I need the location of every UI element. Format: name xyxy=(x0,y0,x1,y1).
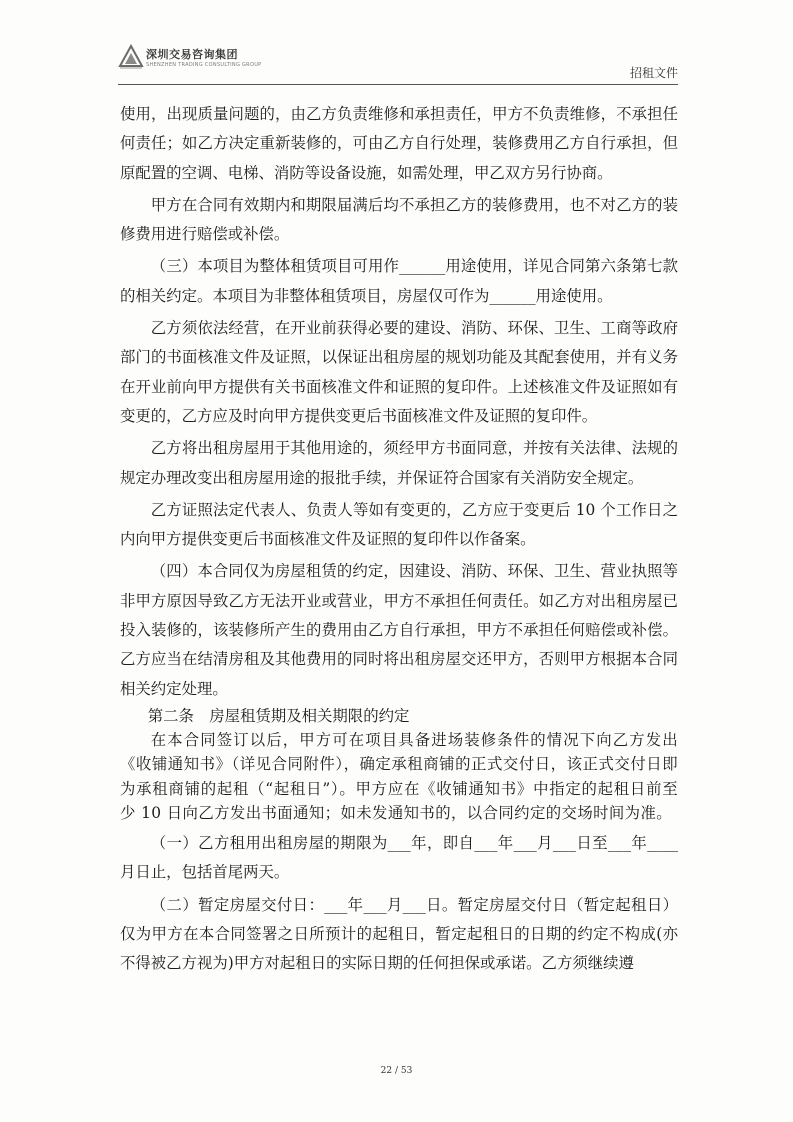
section-heading: 第二条 房屋租赁期及相关期限的约定 xyxy=(147,706,410,725)
clause-2: （二）暂定房屋交付日：___年___月___日。暂定房屋交付日（暂定起租日）仅为甲方在本合同签署之日所预计的起租日，暂定起租日的日期的约定不构成(亦不得被乙方视为)甲方对起租日的实际日期的任何担保或承诺。乙方须继续遵 xyxy=(120,895,678,973)
logo-mark-icon xyxy=(118,44,144,70)
paragraph-4: 乙方须依法经营，在开业前获得必要的建设、消防、环保、卫生、工商等政府部门的书面核准文件及证照，以保证出租房屋的规划功能及其配套使用，并有义务在开业前向甲方提供有关书面核准文件和证照的复印件。上述核准文件及证照如有变更的，乙方应及时向甲方提供变更后书面核准文件及证照的复印件。 xyxy=(120,319,678,425)
page-number: 22 / 53 xyxy=(380,1066,413,1076)
paragraph-2: 甲方在合同有效期内和期限届满后均不承担乙方的装修费用，也不对乙方的装修费用进行赔偿或补偿。 xyxy=(120,195,678,244)
paragraph-6: 乙方证照法定代表人、负责人等如有变更的，乙方应于变更后 10 个工作日之内向甲方提供变更后书面核准文件及证照的复印件以作备案。 xyxy=(120,500,678,549)
paragraph-7: （四）本合同仅为房屋租赁的约定，因建设、消防、环保、卫生、营业执照等非甲方原因导致乙方无法开业或营业，甲方不承担任何责任。如乙方对出租房屋已投入装修的，该装修所产生的费用由乙方自行承担，甲方不承担任何赔偿或补偿。乙方应当在结清房租及其他费用的同时将出租房屋交还甲方，否则甲方根据本合同相关约定处理。 xyxy=(120,562,678,698)
paragraph-1: 使用，出现质量问题的，由乙方负责维修和承担责任，甲方不负责维修，不承担任何责任；如乙方决定重新装修的，可由乙方自行处理，装修费用乙方自行承担，但原配置的空调、电梯、消防等设备设施，如需处理，甲乙双方另行协商。 xyxy=(120,105,678,182)
paragraph-3: （三）本项目为整体租赁项目可用作______用途使用，详见合同第六条第七款的相关约定。本项目为非整体租赁项目，房屋仅可作为______用途使用。 xyxy=(120,257,678,305)
section-intro: 在本合同签订以后，甲方可在项目具备进场装修条件的情况下向乙方发出《收铺通知书》（详见合同附件），确定承租商铺的正式交付日，该正式交付日即为承租商铺的起租（“起租日”）。甲方应在《收铺通知书》中指定的起租日前至少 10 日向乙方发出书面通知；如未发通知书的，以合同约定的交场时间为准。 xyxy=(120,730,678,823)
paragraph-5: 乙方将出租房屋用于其他用途的，须经甲方书面同意，并按有关法律、法规的规定办理改变出租房屋用途的报批手续，并保证符合国家有关消防安全规定。 xyxy=(120,439,678,487)
logo-text-cn: 深圳交易咨询集团 xyxy=(146,48,238,61)
page-header xyxy=(118,40,678,86)
document-type-label: 招租文件 xyxy=(629,66,678,80)
document-body xyxy=(120,100,678,978)
logo-text-en: SHENZHEN TRADING CONSULTING GROUP xyxy=(146,62,262,68)
clause-1: （一）乙方租用出租房屋的期限为___年，即自___年___月___日至___年____月日止，包括首尾两天。 xyxy=(120,833,678,882)
header-rule xyxy=(118,84,678,85)
